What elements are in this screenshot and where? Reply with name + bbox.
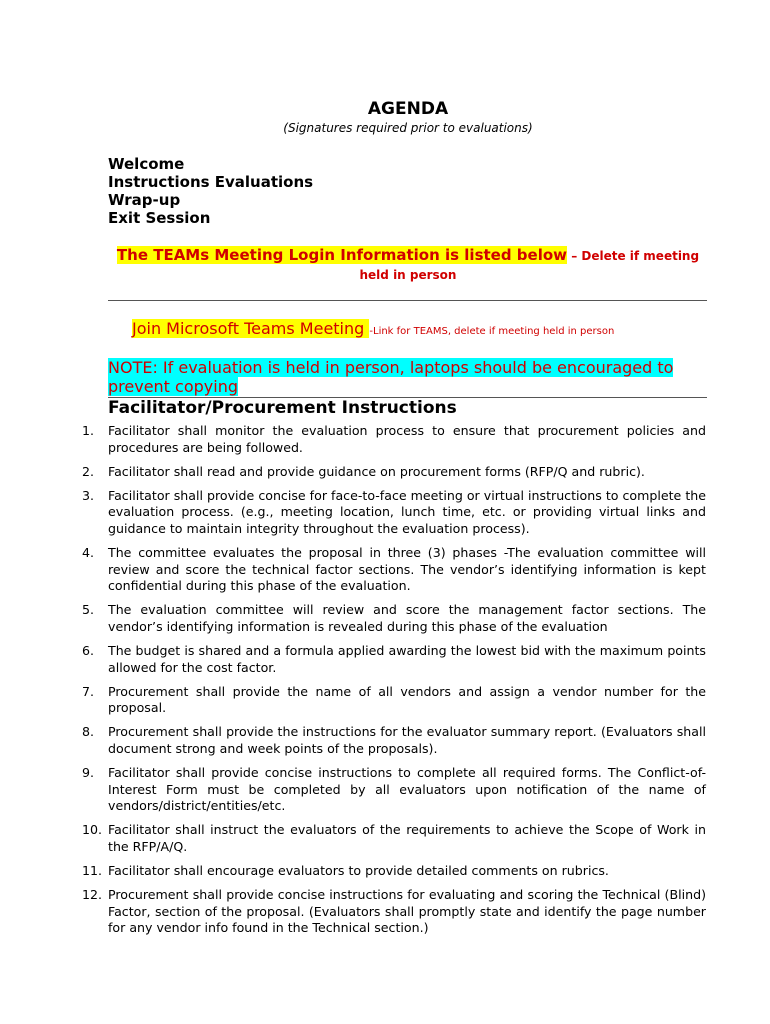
instruction-item xyxy=(82,423,706,456)
agenda-item: Exit Session xyxy=(108,209,211,227)
instruction-text: Facilitator shall encourage evaluators to provide detailed comments on rubrics. xyxy=(108,863,609,879)
instruction-item xyxy=(82,863,706,880)
in-person-note-text: NOTE: If evaluation is held in person, laptops should be encouraged to prevent copying xyxy=(108,358,674,396)
teams-delete-note: – Delete if meeting held in person xyxy=(359,249,700,282)
instruction-item xyxy=(82,545,706,595)
instruction-number: 6. xyxy=(82,643,95,659)
divider xyxy=(108,300,707,301)
teams-info-block xyxy=(108,246,708,284)
agenda-list xyxy=(108,155,313,227)
instructions-list xyxy=(82,423,706,944)
instruction-item xyxy=(82,488,706,538)
instruction-text: The evaluation committee will review and score the management factor sections. The vendor’s identifying information is revealed during this phase of the evaluation xyxy=(108,602,706,634)
instruction-text: Facilitator shall monitor the evaluation process to ensure that procurement policies and procedures are being followed. xyxy=(108,423,706,455)
instruction-number: 4. xyxy=(82,545,95,561)
instruction-item xyxy=(82,887,706,937)
instruction-number: 7. xyxy=(82,683,95,699)
instruction-text: Procurement shall provide the instructions for the evaluator summary report. (Evaluators shall document strong and week points of the proposals). xyxy=(108,724,706,756)
instruction-text: Facilitator shall provide concise for face-to-face meeting or virtual instructions to complete the evaluation process. (e.g., meeting location, lunch time, etc. or providing virtual links and guidance to maintain integrity throughout the evaluation process). xyxy=(108,487,706,536)
instruction-text: Facilitator shall provide concise instructions to complete all required forms. The Conflict-of-Interest Form must be completed by all evaluators upon notification of the name of vendors/district/entities/etc. xyxy=(108,765,706,814)
instruction-number: 10. xyxy=(82,822,103,838)
instruction-number: 2. xyxy=(82,463,95,479)
instruction-number: 1. xyxy=(82,423,95,438)
agenda-item: Wrap-up xyxy=(108,191,181,209)
join-teams-link[interactable]: Join Microsoft Teams Meeting xyxy=(132,319,370,338)
instruction-text: Procurement shall provide the name of all vendors and assign a vendor number for the proposal. xyxy=(108,683,706,716)
instruction-item xyxy=(82,684,706,717)
agenda-item: Instructions Evaluations xyxy=(108,173,314,191)
instruction-item xyxy=(82,602,706,635)
instruction-text: Procurement shall provide concise instructions for evaluating and scoring the Technical (Blind) Factor, section of the proposal. (Evaluators shall promptly state and identify the page number for any vendor info found in the Technical section.) xyxy=(108,887,706,936)
join-teams-line xyxy=(132,319,614,338)
instruction-number: 3. xyxy=(82,487,95,503)
instruction-number: 8. xyxy=(82,724,95,740)
instruction-text: Facilitator shall read and provide guidance on procurement forms (RFP/Q and rubric). xyxy=(108,463,645,479)
in-person-note xyxy=(108,358,708,396)
instruction-item xyxy=(82,822,706,855)
page-title: AGENDA xyxy=(367,99,449,119)
agenda-item: Welcome xyxy=(108,155,185,173)
instruction-item xyxy=(82,765,706,815)
instruction-number: 9. xyxy=(82,765,95,781)
join-teams-note: -Link for TEAMS, delete if meeting held in person xyxy=(369,326,615,337)
instruction-text: Facilitator shall instruct the evaluators of the requirements to achieve the Scope of Work in the RFP/A/Q. xyxy=(108,822,706,854)
instruction-number: 12. xyxy=(82,887,103,903)
teams-heading: The TEAMs Meeting Login Information is listed below xyxy=(116,246,568,264)
instruction-text: The committee evaluates the proposal in three (3) phases -The evaluation committee will review and score the technical factor sections. The vendor’s identifying information is kept confidential during this phase of the evaluation. xyxy=(108,545,706,594)
page-subtitle: (Signatures required prior to evaluations) xyxy=(283,121,533,135)
section-heading: Facilitator/Procurement Instructions xyxy=(108,398,457,418)
instruction-text: The budget is shared and a formula applied awarding the lowest bid with the maximum points allowed for the cost factor. xyxy=(108,643,706,675)
instruction-item xyxy=(82,464,706,481)
instruction-item xyxy=(82,643,706,676)
instruction-item xyxy=(82,724,706,757)
instruction-number: 5. xyxy=(82,602,95,618)
instruction-number: 11. xyxy=(82,863,103,879)
